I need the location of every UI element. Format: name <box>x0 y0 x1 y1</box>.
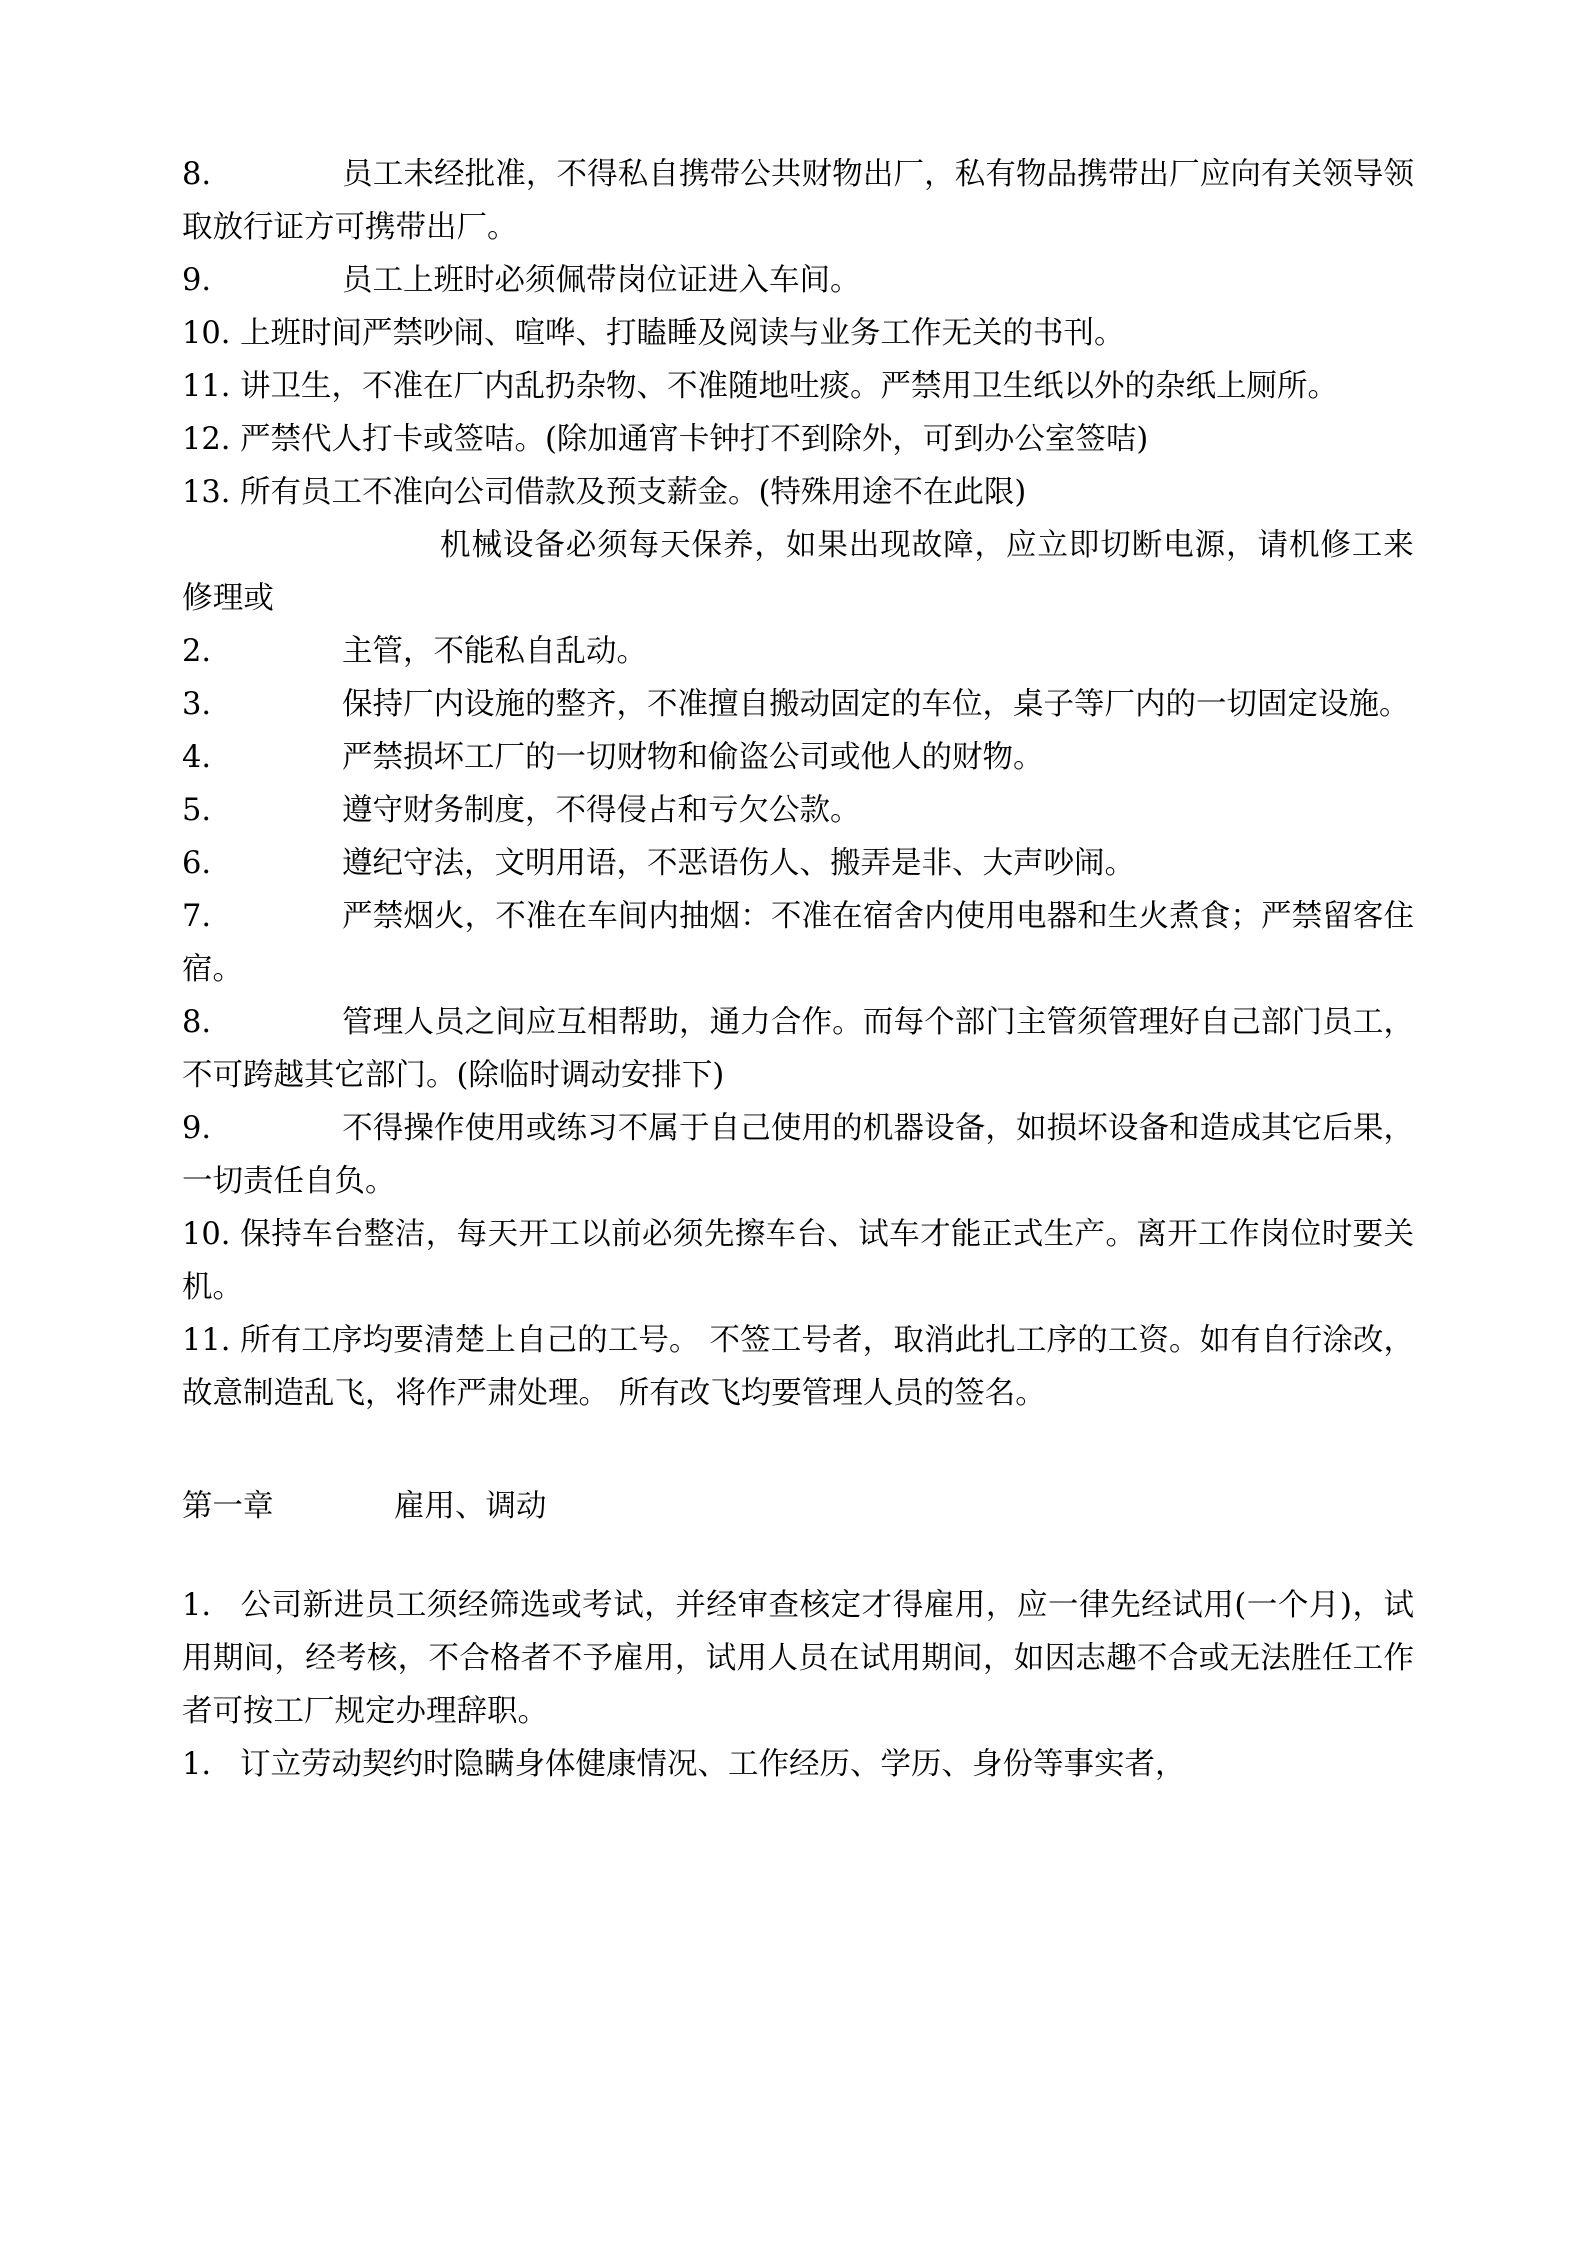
chapter-label: 第一章 <box>182 1489 274 1524</box>
list-item <box>182 678 1414 731</box>
list-item-number: 2. <box>182 634 212 669</box>
list-item-number: 8. <box>182 1005 212 1040</box>
list-item-text: 上班时间严禁吵闹、喧哗、打瞌睡及阅读与业务工作无关的书刊。 <box>240 316 1125 351</box>
list-item-text: 主管，不能私自乱动。 <box>342 634 647 669</box>
list-item-text: 严禁烟火，不准在车间内抽烟：不准在宿舍内使用电器和生火煮食；严禁留客住宿。 <box>182 899 1414 987</box>
document-body <box>182 148 1414 1791</box>
list-item <box>182 625 1414 678</box>
machinery-paragraph: 机械设备必须每天保养，如果出现故障，应立即切断电源，请机修工来修理或 <box>182 528 1414 616</box>
chapter-title: 雇用、调动 <box>394 1489 547 1524</box>
list-item <box>182 837 1414 890</box>
list-item-number: 10. <box>182 1217 231 1252</box>
list-item <box>182 731 1414 784</box>
list-item-number: 12. <box>182 422 231 457</box>
list-item-number: 1. <box>182 1588 212 1623</box>
list-item <box>182 1102 1414 1208</box>
list-item <box>182 307 1414 360</box>
list-item-number: 13. <box>182 475 231 510</box>
list-item-text: 保持厂内设施的整齐，不准擅自搬动固定的车位，桌子等厂内的一切固定设施。 <box>342 687 1410 722</box>
list-item-number: 8. <box>182 157 212 192</box>
list-item-text: 所有工序均要清楚上自己的工号。 不签工号者，取消此扎工序的工资。如有自行涂改，故意制造乱飞，将作严肃处理。 所有改飞均要管理人员的签名。 <box>182 1323 1414 1411</box>
list-item <box>182 1208 1414 1314</box>
list-item <box>182 466 1414 519</box>
list-item-text: 员工未经批准，不得私自携带公共财物出厂，私有物品携带出厂应向有关领导领取放行证方可携带出厂。 <box>182 157 1414 245</box>
list-item <box>182 360 1414 413</box>
list-item-number: 9. <box>182 263 212 298</box>
list-item <box>182 413 1414 466</box>
list-item-text: 保持车台整洁，每天开工以前必须先擦车台、试车才能正式生产。离开工作岗位时要关机。 <box>182 1217 1414 1305</box>
list-item-text: 所有员工不准向公司借款及预支薪金。(特殊用途不在此限) <box>240 475 1027 510</box>
list-item-text: 严禁代人打卡或签咭。(除加通宵卡钟打不到除外，可到办公室签咭) <box>240 422 1149 457</box>
list-item-text: 不得操作使用或练习不属于自己使用的机器设备，如损坏设备和造成其它后果，一切责任自负。 <box>182 1111 1414 1199</box>
list-item <box>182 148 1414 254</box>
list-item-text: 遵守财务制度，不得侵占和亏欠公款。 <box>342 793 861 828</box>
list-item <box>182 996 1414 1102</box>
list-item-text: 订立劳动契约时隐瞒身体健康情况、工作经历、学历、身份等事实者， <box>240 1747 1186 1782</box>
list-item-number: 10. <box>182 316 231 351</box>
list-item-number: 5. <box>182 793 212 828</box>
list-item-text: 员工上班时必须佩带岗位证进入车间。 <box>342 263 861 298</box>
list-item <box>182 784 1414 837</box>
list-item <box>182 254 1414 307</box>
list-item-number: 7. <box>182 899 212 934</box>
section-spacer <box>182 1420 1414 1480</box>
list-item-text: 严禁损坏工厂的一切财物和偷盗公司或他人的财物。 <box>342 740 1044 775</box>
list-item-number: 9. <box>182 1111 212 1146</box>
list-item-text: 管理人员之间应互相帮助，通力合作。而每个部门主管须管理好自己部门员工，不可跨越其它部门。(除临时调动安排下) <box>182 1005 1414 1093</box>
list-item-text: 讲卫生，不准在厂内乱扔杂物、不准随地吐痰。严禁用卫生纸以外的杂纸上厕所。 <box>240 369 1338 404</box>
list-item-number: 6. <box>182 846 212 881</box>
list-item-number: 3. <box>182 687 212 722</box>
list-item-number: 11. <box>182 369 231 404</box>
heading-spacer <box>182 1533 1414 1579</box>
list-item-text: 公司新进员工须经筛选或考试，并经审查核定才得雇用，应一律先经试用(一个月)，试用期间，经考核，不合格者不予雇用，试用人员在试用期间，如因志趣不合或无法胜任工作者可按工厂规定办理辞职。 <box>182 1588 1414 1729</box>
list-item <box>182 890 1414 996</box>
chapter-heading <box>182 1480 1414 1533</box>
list-item-text: 遵纪守法，文明用语，不恶语伤人、搬弄是非、大声吵闹。 <box>342 846 1135 881</box>
list-item <box>182 1738 1414 1791</box>
list-item <box>182 1314 1414 1420</box>
list-item-number: 1. <box>182 1747 212 1782</box>
list-item-number: 4. <box>182 740 212 775</box>
list-item-number: 11. <box>182 1323 231 1358</box>
list-item <box>182 1579 1414 1738</box>
